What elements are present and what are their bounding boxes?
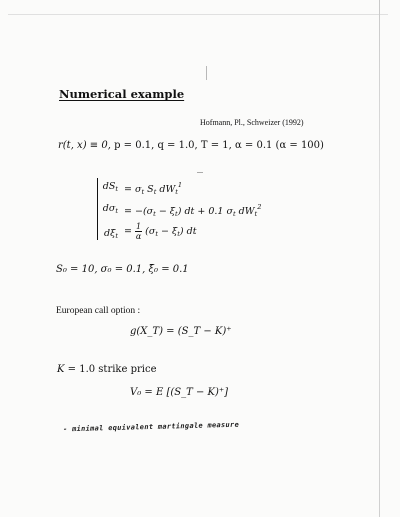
parameter-values: p = 0.1, q = 1.0, T = 1, α = 0.1 (α = 100)	[114, 140, 324, 151]
citation: Hofmann, Pl., Schweizer (1992)	[200, 118, 304, 127]
scan-edge-top	[8, 14, 388, 15]
strike-variable: K	[57, 364, 65, 375]
rate-function: r(t, x) ≡ 0,	[58, 140, 115, 151]
pencil-mark	[206, 66, 207, 80]
parameters-line	[58, 140, 324, 151]
initial-conditions: S₀ = 10, σ₀ = 0.1, ξ̄₀ = 0.1	[56, 264, 189, 275]
european-call-label: European call option :	[56, 306, 141, 316]
strike-line	[57, 364, 157, 375]
eq1-lhs: $dS_t$	[102, 181, 118, 193]
pencil-mark-small	[197, 172, 203, 173]
eq3-rhs: = $\frac{1}{\alpha}$ ($\sigma_t$ − $\xī_t$) dt	[124, 222, 197, 241]
fraction-one-over-alpha: $\frac{1}{\alpha}$	[135, 222, 142, 241]
eq2-rhs: = $-(\sigma_t$ − $\xī_t$) dt + 0.1 $\sigma_t$ $dW_t^2$	[124, 203, 262, 218]
eq3-lhs: $d\xī_t$	[104, 228, 118, 240]
strike-text: = 1.0 strike price	[64, 364, 157, 375]
eq1-rhs: = $\sigma_t$ $S_t$ $dW_t^1$	[124, 181, 183, 196]
section-title: Numerical example	[59, 87, 185, 101]
value-formula: V₀ = E [(S_T − K)⁺]	[130, 387, 229, 398]
payoff-formula: g(X_T) = (S_T − K)⁺	[130, 326, 232, 337]
handwritten-note: - minimal equivalent martingale measure	[62, 420, 240, 434]
scan-edge-right	[379, 0, 380, 517]
eq2-lhs: $d\sigma_t$	[102, 203, 118, 215]
